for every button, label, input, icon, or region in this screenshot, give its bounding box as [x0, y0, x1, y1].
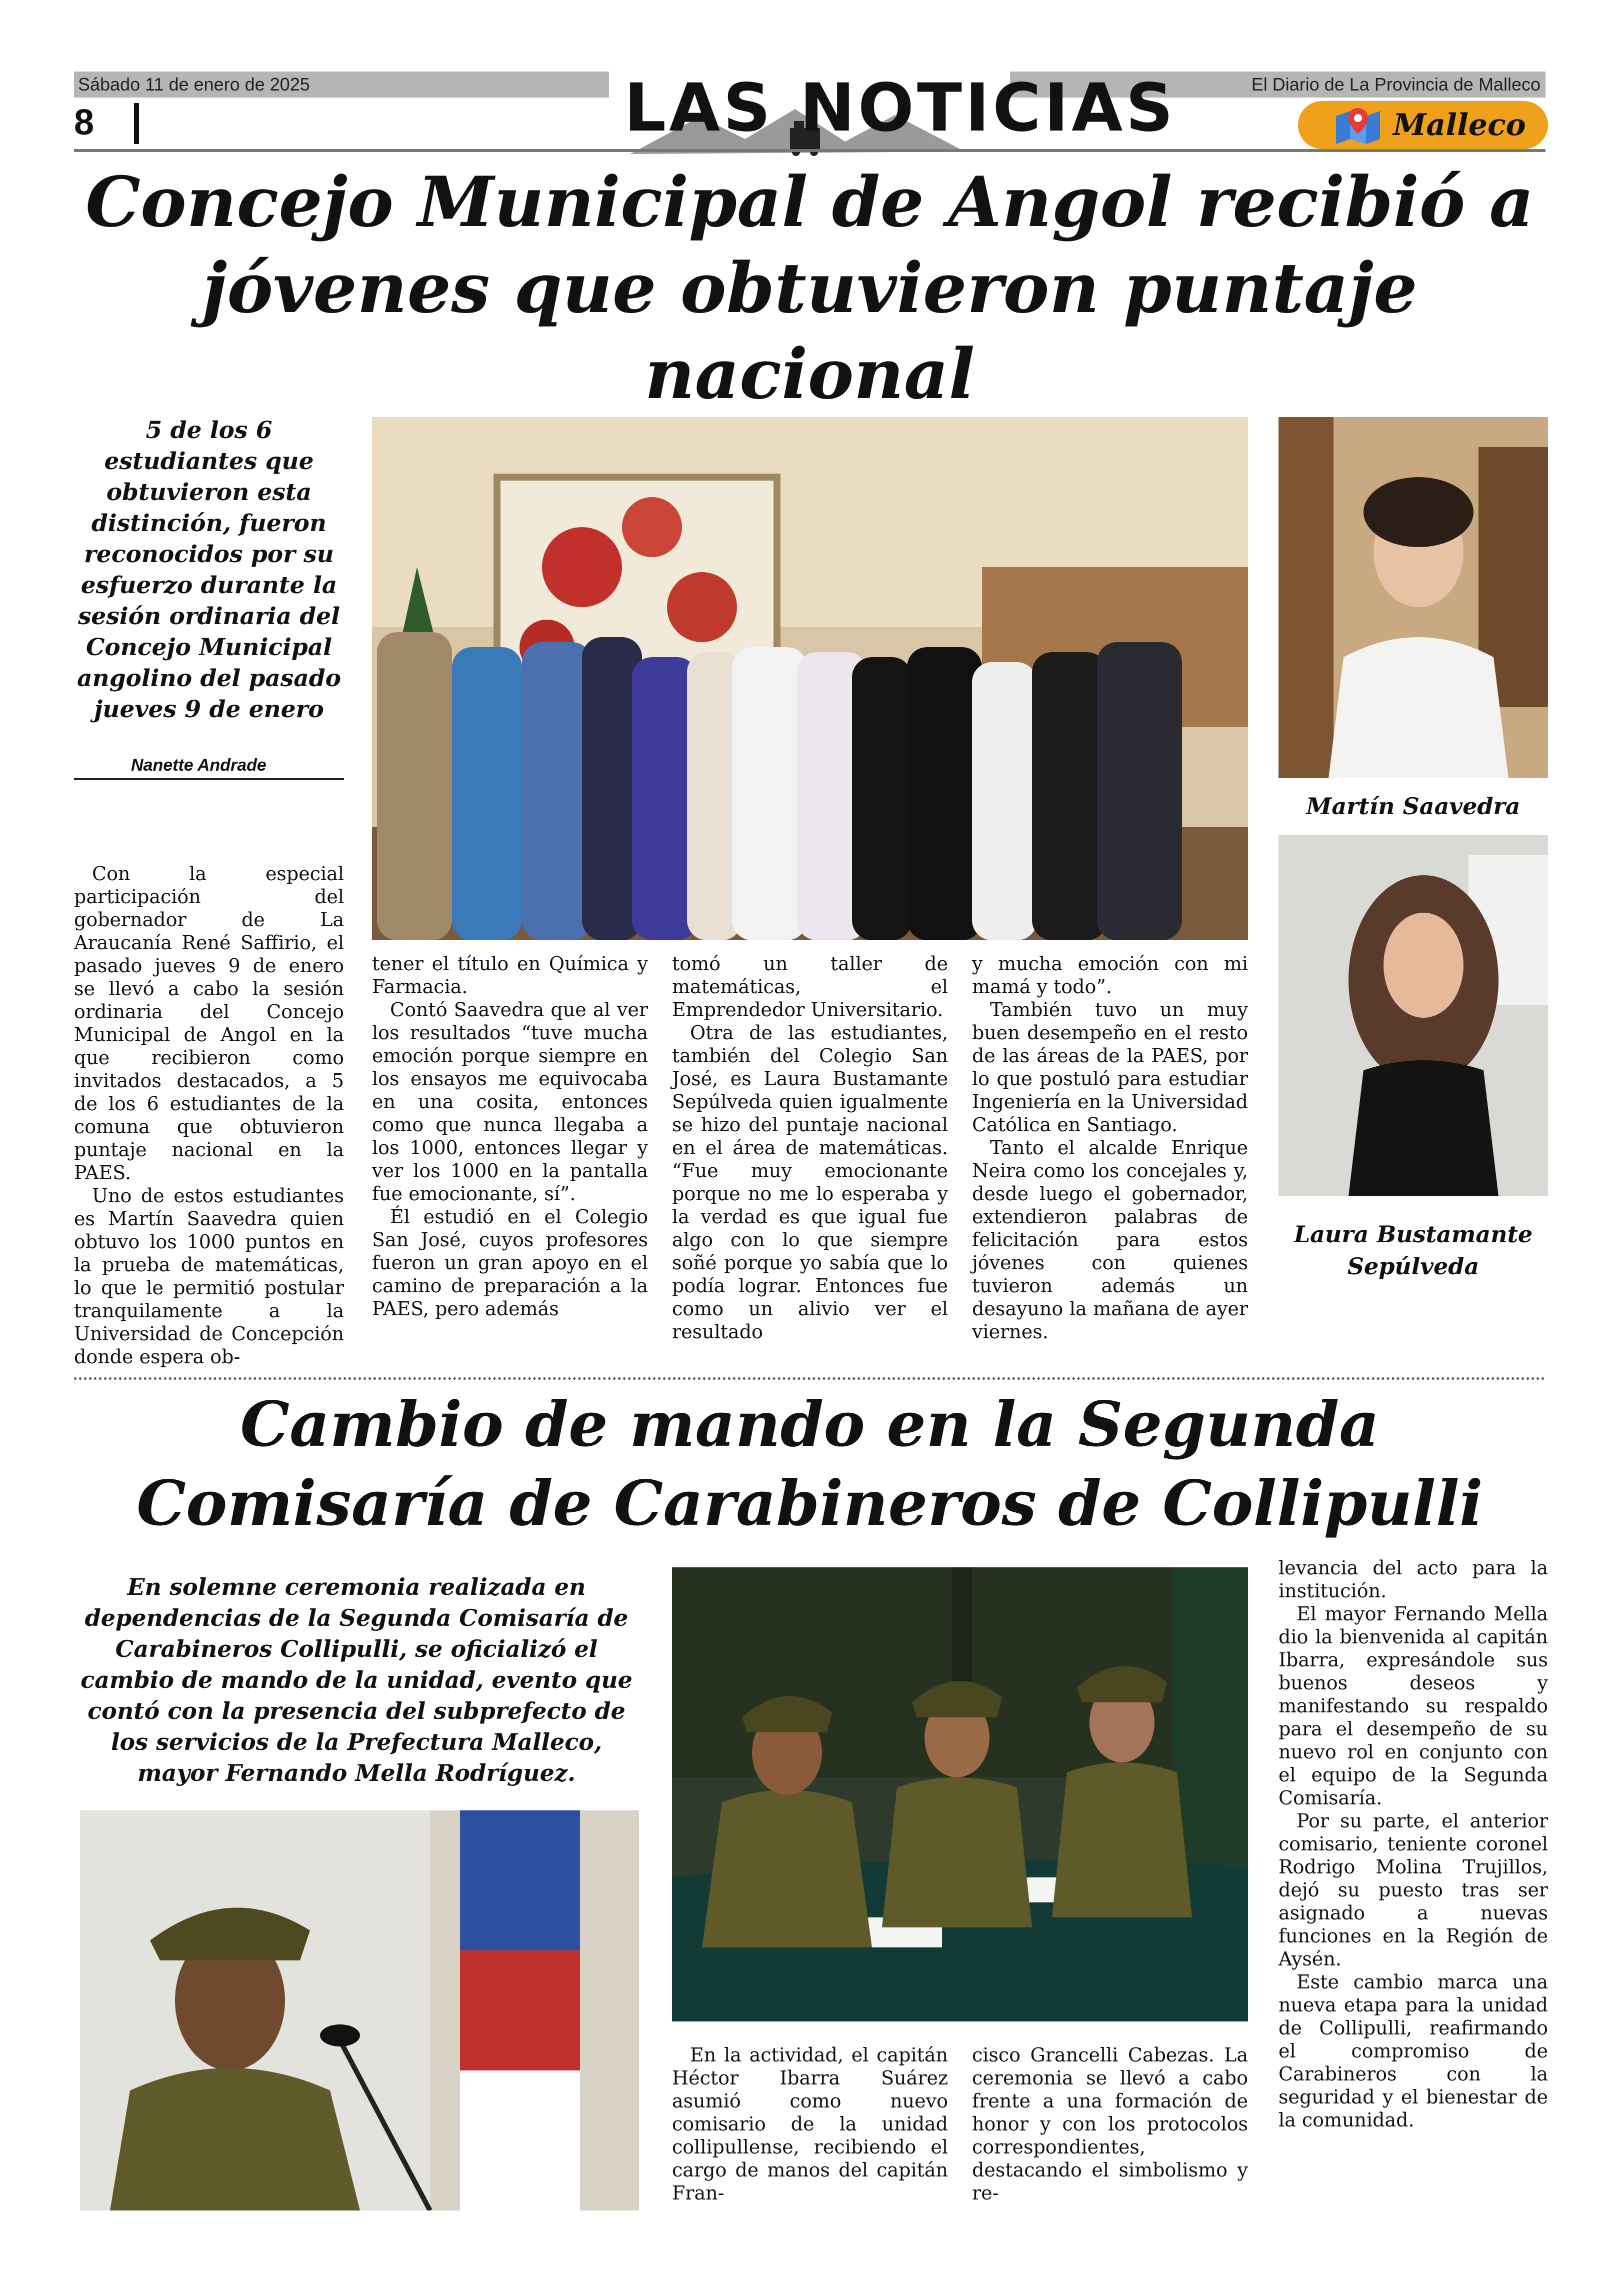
- article1-byline: Nanette Andrade: [131, 756, 266, 775]
- paragraph: Él estudió en el Colegio San José, cuyos profesores fueron un gran apoyo en el camino de preparación a la PAES, pero además: [372, 1206, 648, 1320]
- article2-column-2: [972, 2043, 1248, 2204]
- article2-column-3: [1278, 1556, 1548, 2131]
- headline-line: jóvenes que obtuvieron puntaje nacional: [202, 247, 1418, 415]
- paragraph: Contó Saavedra que al ver los resultados “tuve mucha emoción porque siempre en los ensayos me equivocaba en una cosita, entonces como que nunca llegaba a los 1000, entonces llegar y ver los 1000 en la pantalla fue emocionante, sí”.: [372, 999, 648, 1205]
- paragraph: tener el título en Química y Farmacia.: [372, 953, 648, 998]
- paragraph: Otra de las estudiantes, también del Colegio San José, es Laura Bustamante Sepúlveda quien igualmente se hizo del puntaje nacional en el área de matemáticas. “Fue muy emocionante porque no me lo esperaba y la verdad es que igual fue algo con lo que siempre soñé porque yo sabía que lo podía lograr. Entonces fue como un alivio ver el resultado: [672, 1022, 948, 1343]
- martin-caption: Martín Saavedra: [1306, 793, 1520, 820]
- paragraph: Uno de estos estudiantes es Martín Saavedra quien obtuvo los 1000 puntos en la prueba de matemáticas, lo que le permitió postular tranquilamente a la Universidad de Concepción donde espera ob-: [74, 1185, 344, 1368]
- officer-speech-photo[interactable]: [80, 1810, 639, 2210]
- martin-photo[interactable]: [1278, 417, 1548, 778]
- logo-wordmark: LAS NOTICIAS: [624, 70, 1176, 147]
- laura-caption: [1278, 1218, 1548, 1282]
- paragraph: levancia del acto para la institución.: [1278, 1557, 1548, 1602]
- article2-subhead: En solemne ceremonia realizada en dependencias de la Segunda Comisaría de Carabineros Collipulli, se oficializó el cambio de mando de la unidad, evento que contó con la presencia del subprefecto de los servicios de la Prefectura Malleco, mayor Fernando Mella Rodríguez.: [80, 1573, 632, 1786]
- article2-column-1: [672, 2043, 948, 2204]
- newspaper-logo[interactable]: [615, 69, 1176, 159]
- article-separator: [74, 1377, 1546, 1380]
- article1-subhead: 5 de los 6 estudiantes que obtuvieron esta distinción, fueron reconocidos por su esfuerzo durante la sesión ordinaria del Concejo Municipal angolino del pasado jueves 9 de enero: [77, 417, 341, 723]
- paragraph: Con la especial participación del gobernador de La Araucanía René Saffirio, el pasado jueves 9 de enero se llevó a cabo la sesión ordinaria del Concejo Municipal de Angol en la que recibieron como invitados destacados, a 5 de los 6 estudiantes de la comuna que obtuvieron puntaje nacional en la PAES.: [74, 863, 344, 1184]
- article1-column-3: [672, 952, 948, 1343]
- laura-photo-image: [1278, 835, 1548, 1196]
- paragraph: Tanto el alcalde Enrique Neira como los concejales y, desde luego el gobernador, extendieron palabras de felicitación para estos jóvenes con quienes tuvieron además un desayuno la mañana de ayer viernes.: [972, 1137, 1248, 1343]
- paragraph: El mayor Fernando Mella dio la bienvenida al capitán Ibarra, expresándole sus buenos deseos y manifestando su respaldo para el desempeño de su nuevo rol en conjunto con el equipo de la Segunda Comisaría.: [1278, 1603, 1548, 1809]
- section-tag[interactable]: [1298, 101, 1548, 149]
- header-date-bar: [74, 72, 609, 98]
- paragraph: Por su parte, el anterior comisario, teniente coronel Rodrigo Molina Trujillos, dejó su puesto tras ser asignado a nuevas funciones en la Región de Aysén.: [1278, 1810, 1548, 1970]
- group-photo-image: [372, 417, 1248, 940]
- article1-column-2: [372, 952, 648, 1320]
- paragraph: Este cambio marca una nueva etapa para la unidad de Collipulli, reafirmando el compromiso de Carabineros con la seguridad y el bienestar de la comunidad.: [1278, 1971, 1548, 2131]
- headline-line: Comisaría de Carabineros de Collipulli: [136, 1467, 1483, 1540]
- page-number-divider: [134, 103, 139, 144]
- article1-column-1: [74, 862, 344, 1368]
- newspaper-name: El Diario de La Provincia de Malleco: [1251, 74, 1540, 95]
- headline-line: Concejo Municipal de Angol recibió a: [86, 161, 1534, 243]
- paragraph: y mucha emoción con mi mamá y todo”.: [972, 953, 1248, 998]
- header-rule: [74, 149, 1546, 152]
- caption-text: Laura Bustamante Sepúlveda: [1294, 1221, 1533, 1280]
- article1-column-4: [972, 952, 1248, 1343]
- paragraph: En la actividad, el capitán Héctor Ibarra Suárez asumió como nuevo comisario de la unidad collipullense, recibiendo el cargo de manos del capitán Fran-: [672, 2044, 948, 2204]
- signing-ceremony-photo[interactable]: [672, 1567, 1248, 2021]
- byline-rule: [74, 778, 344, 780]
- group-photo[interactable]: [372, 417, 1248, 940]
- martin-photo-image: [1278, 417, 1548, 778]
- section-name: Malleco: [1393, 108, 1526, 143]
- paragraph: cisco Grancelli Cabezas. La ceremonia se llevó a cabo frente a una formación de honor y con los protocolos correspondientes, destacando el simbolismo y re-: [972, 2044, 1248, 2204]
- paragraph: También tuvo un muy buen desempeño en el resto de las áreas de la PAES, por lo que postuló para estudiar Ingeniería en la Universidad Católica en Santiago.: [972, 999, 1248, 1136]
- article2-headline: [74, 1385, 1546, 1543]
- laura-photo[interactable]: [1278, 835, 1548, 1196]
- headline-line: Cambio de mando en la Segunda: [240, 1388, 1380, 1461]
- page-number: 8: [74, 103, 94, 143]
- issue-date: Sábado 11 de enero de 2025: [78, 74, 310, 95]
- signing-ceremony-image: [672, 1567, 1248, 2021]
- paragraph: tomó un taller de matemáticas, el Emprendedor Universitario.: [672, 953, 948, 1021]
- map-pin-icon: [1333, 106, 1383, 144]
- officer-speech-image: [80, 1810, 639, 2210]
